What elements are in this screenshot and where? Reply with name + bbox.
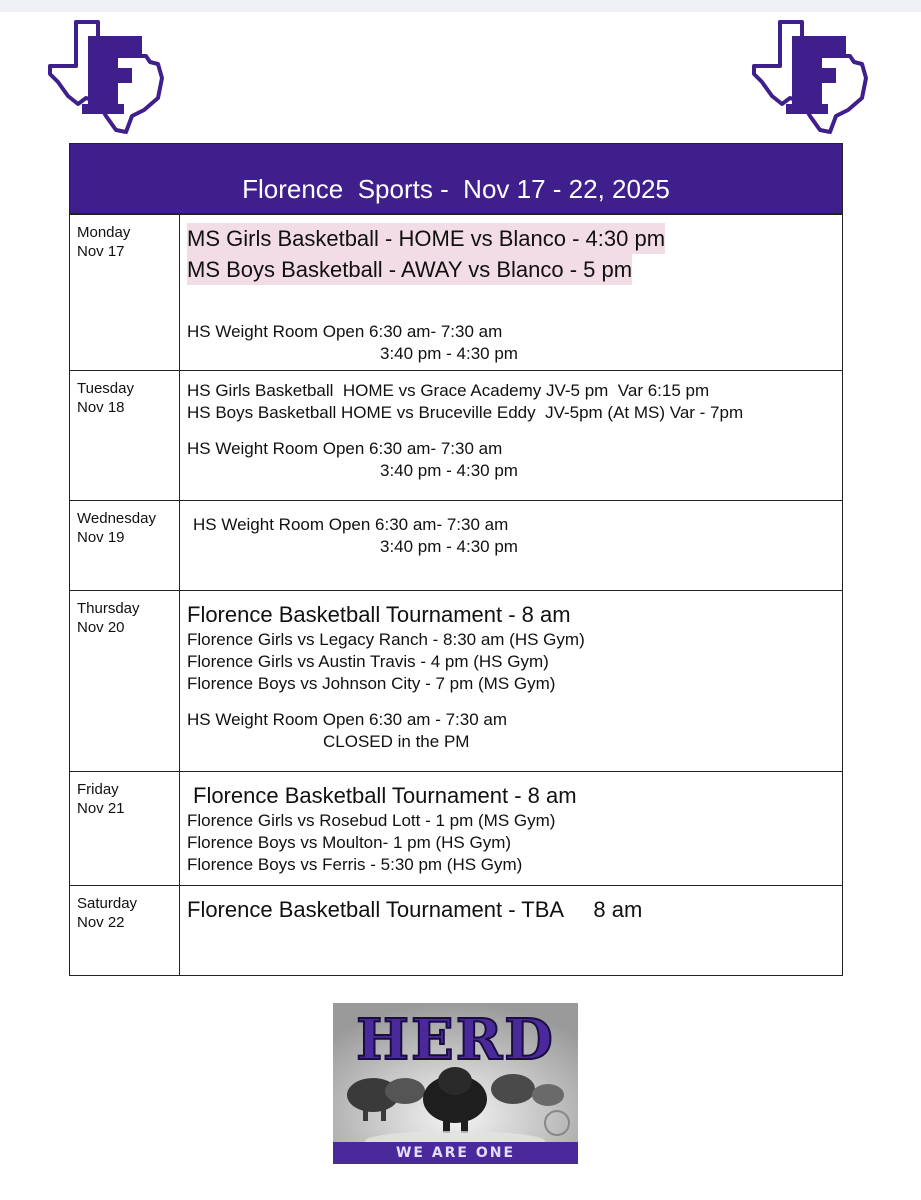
texas-f-icon — [46, 18, 166, 136]
event-line: Florence Girls vs Austin Travis - 4 pm (HS Gym) — [187, 652, 549, 671]
event-line: Florence Girls vs Rosebud Lott - 1 pm (MS Gym) — [187, 811, 556, 830]
event-line: 3:40 pm - 4:30 pm — [380, 344, 518, 363]
herd-tagline: WE ARE ONE — [333, 1142, 578, 1164]
events-cell — [180, 501, 842, 590]
event-line: Florence Basketball Tournament - 8 am — [187, 602, 571, 627]
herd-image — [333, 1003, 578, 1164]
day-date: Nov 17 — [77, 243, 125, 260]
day-name: Thursday — [77, 600, 140, 617]
day-cell — [70, 215, 180, 370]
day-name: Monday — [77, 224, 131, 241]
day-row-tuesday — [70, 370, 842, 500]
day-date: Nov 20 — [77, 619, 125, 636]
day-row-friday — [70, 771, 842, 885]
day-cell — [70, 886, 180, 975]
events-cell — [180, 591, 842, 771]
events-cell — [180, 215, 842, 370]
events-cell — [180, 772, 842, 885]
day-name: Saturday — [77, 895, 138, 912]
day-cell — [70, 371, 180, 500]
schedule-title: Florence Sports - Nov 17 - 22, 2025 — [70, 144, 842, 214]
day-row-wednesday — [70, 500, 842, 590]
day-date: Nov 21 — [77, 800, 125, 817]
event-line: 3:40 pm - 4:30 pm — [380, 537, 518, 556]
schedule-table — [69, 143, 843, 976]
day-cell — [70, 772, 180, 885]
event-line: CLOSED in the PM — [323, 732, 470, 751]
day-cell — [70, 501, 180, 590]
texas-f-logo-right — [750, 18, 870, 136]
texas-f-logo-left — [46, 18, 166, 136]
event-line: HS Weight Room Open 6:30 am- 7:30 am — [187, 322, 503, 341]
event-line: HS Boys Basketball HOME vs Bruceville Eddy JV-5pm (At MS) Var - 7pm — [187, 403, 744, 422]
day-row-thursday — [70, 590, 842, 771]
top-band — [0, 0, 921, 12]
texas-f-icon — [750, 18, 870, 136]
event-line: Florence Basketball Tournament - TBA 8 am — [187, 897, 643, 922]
day-date: Nov 19 — [77, 529, 125, 546]
event-line: MS Boys Basketball - AWAY vs Blanco - 5 pm — [187, 254, 632, 285]
day-cell — [70, 591, 180, 771]
event-line: HS Weight Room Open 6:30 am- 7:30 am — [193, 515, 509, 534]
day-name: Tuesday — [77, 380, 134, 397]
events-cell — [180, 371, 842, 500]
herd-title: HERD — [356, 1007, 555, 1073]
event-line: HS Girls Basketball HOME vs Grace Academy JV-5 pm Var 6:15 pm — [187, 381, 710, 400]
day-row-monday — [70, 214, 842, 370]
event-line: MS Girls Basketball - HOME vs Blanco - 4:30 pm — [187, 223, 665, 254]
event-line: 3:40 pm - 4:30 pm — [380, 461, 518, 480]
event-line: HS Weight Room Open 6:30 am - 7:30 am — [187, 710, 508, 729]
events-cell — [180, 886, 842, 975]
event-line: Florence Girls vs Legacy Ranch - 8:30 am (HS Gym) — [187, 630, 585, 649]
day-row-saturday — [70, 885, 842, 975]
event-line: HS Weight Room Open 6:30 am- 7:30 am — [187, 439, 503, 458]
day-name: Wednesday — [77, 510, 156, 527]
event-line: Florence Basketball Tournament - 8 am — [193, 783, 577, 808]
day-name: Friday — [77, 781, 119, 798]
event-line: Florence Boys vs Ferris - 5:30 pm (HS Gym) — [187, 855, 523, 874]
day-date: Nov 22 — [77, 914, 125, 931]
event-line: Florence Boys vs Johnson City - 7 pm (MS Gym) — [187, 674, 556, 693]
event-line: Florence Boys vs Moulton- 1 pm (HS Gym) — [187, 833, 512, 852]
day-date: Nov 18 — [77, 399, 125, 416]
